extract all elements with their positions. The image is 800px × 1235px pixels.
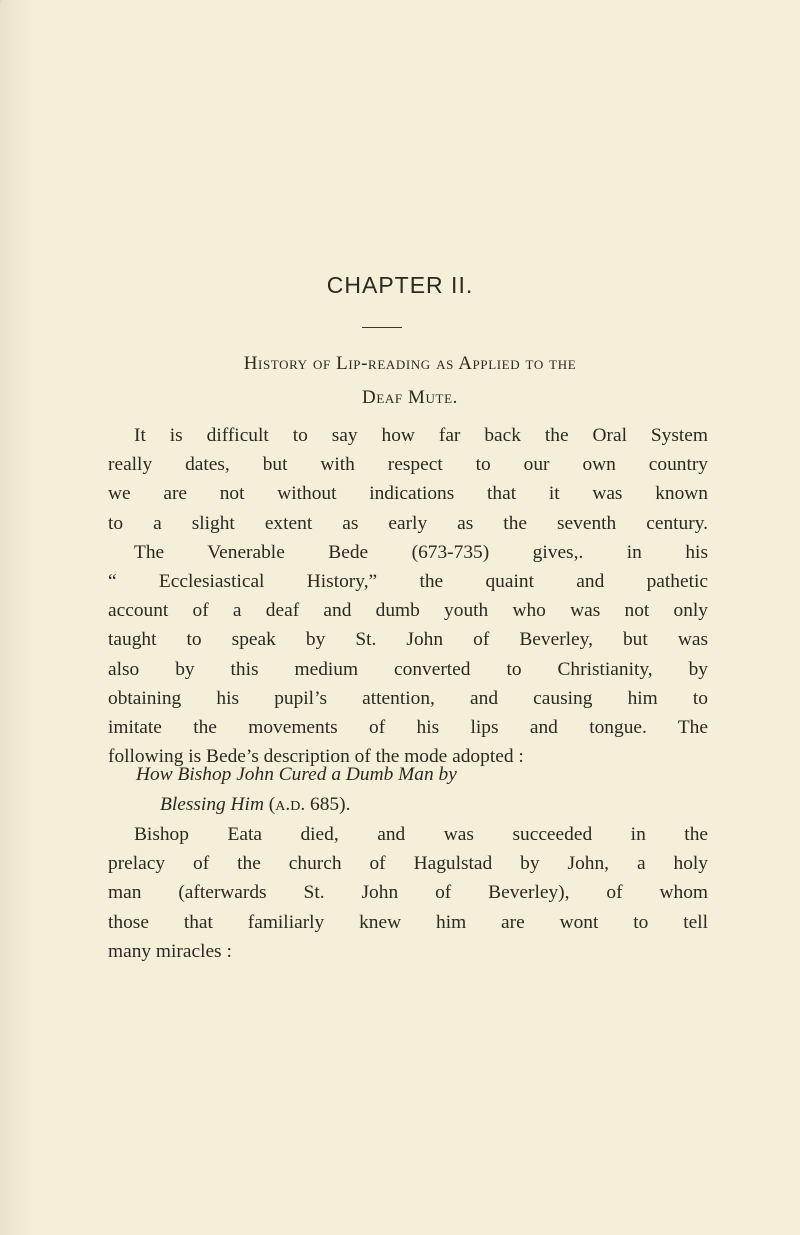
paragraph-line: It is difficult to say how far back the Oral System — [134, 425, 708, 446]
paragraph-line: account of a deaf and dumb youth who was not only — [108, 600, 708, 622]
chapter-rule — [362, 327, 402, 328]
paragraph-1 — [108, 421, 708, 771]
paragraph-line: many miracles : — [108, 940, 232, 962]
paragraph-line: those that familiarly knew him are wont to tell — [108, 911, 708, 933]
paragraph-line: really dates, but with respect to our own country — [108, 454, 708, 476]
section-title-line-1: History of Lip-reading as Applied to the — [243, 353, 577, 374]
paragraph-line: following is Bede’s description of the mode adopted : — [108, 746, 524, 768]
subheading-line-1: How Bishop John Cured a Dumb Man by — [136, 764, 457, 785]
paragraph-line: also by this medium converted to Christianity, by — [108, 658, 708, 680]
section-title-line-2: Deaf Mute. — [362, 387, 458, 408]
paragraph-line: taught to speak by St. John of Beverley, but was — [108, 629, 708, 651]
paragraph-line: “ Ecclesiastical History,” the quaint and pathetic — [108, 571, 708, 593]
page-edge-shadow — [0, 0, 34, 1235]
paragraph-line: The Venerable Bede (673-735) gives,. in his — [134, 541, 708, 563]
paragraph-line: imitate the movements of his lips and tongue. The — [108, 717, 708, 739]
paragraph-line: Bishop Eata died, and was succeeded in the — [134, 824, 708, 845]
paragraph-line: we are not without indications that it was known — [108, 483, 708, 505]
paragraph-2 — [108, 820, 708, 966]
chapter-heading: CHAPTER II. — [326, 272, 474, 298]
subheading-date: (a.d. 685). — [263, 794, 351, 815]
paragraph-line: man (afterwards St. John of Beverley), of whom — [108, 882, 708, 904]
paragraph-line: prelacy of the church of Hagulstad by John, a holy — [108, 853, 708, 875]
paragraph-line: to a slight extent as early as the seventh century. — [108, 512, 708, 534]
paragraph-line: obtaining his pupil’s attention, and causing him to — [108, 687, 708, 709]
subheading-line-2 — [160, 790, 760, 819]
subheading-italic: Blessing Him — [160, 794, 264, 815]
page-crease — [0, 0, 61, 60]
